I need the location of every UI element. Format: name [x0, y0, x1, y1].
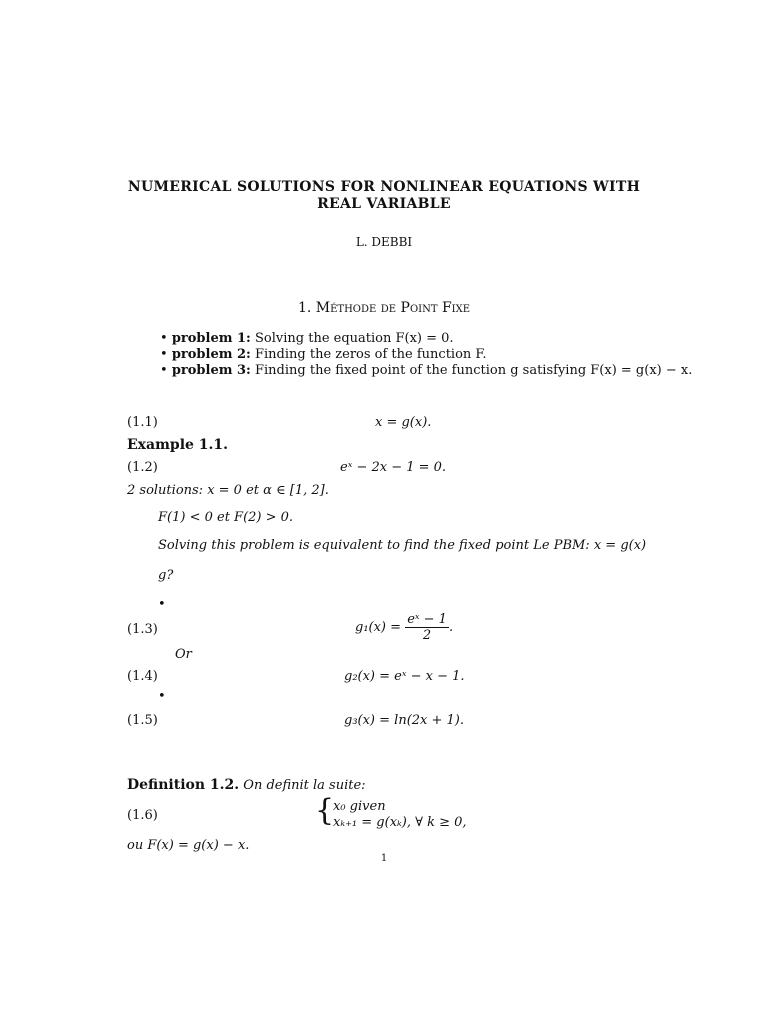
equation-number-1-6: (1.6) [127, 808, 158, 823]
problem-text: Finding the zeros of the function F. [255, 347, 487, 362]
example-equivalence: Solving this problem is equivalent to find the fixed point Le PBM: x = g(x) [158, 538, 647, 553]
section-heading [0, 300, 768, 316]
example-condition: F(1) < 0 et F(2) > 0. [158, 510, 294, 525]
problem-item-1 [160, 331, 454, 346]
fraction [405, 612, 449, 643]
paper-title-line-1: NUMERICAL SOLUTIONS FOR NONLINEAR EQUATIONS WITH [127, 179, 641, 195]
definition-text: On definit la suite: [243, 778, 366, 793]
equation-number-1-4: (1.4) [127, 669, 158, 684]
definition [127, 777, 366, 793]
definition-footer: ou F(x) = g(x) − x. [127, 838, 250, 853]
problem-item-2 [160, 347, 487, 362]
equation-1-3-tail: . [448, 620, 454, 635]
equation-1-4: g₂(x) = eˣ − x − 1. [344, 669, 465, 684]
page-number: 1 [380, 853, 388, 864]
bullet-icon: • [158, 597, 166, 612]
equation-1-5: g₃(x) = ln(2x + 1). [344, 713, 465, 728]
system-line-1: x₀ given [333, 799, 386, 814]
equation-1-3 [355, 612, 453, 643]
equation-number-1-2: (1.2) [127, 460, 158, 475]
problem-label: problem 1: [171, 331, 251, 346]
problem-label: problem 3: [171, 363, 251, 378]
equation-number-1-3: (1.3) [127, 622, 158, 637]
example-label: Example 1.1. [127, 437, 229, 453]
equation-1-3-lhs: g₁(x) = [355, 620, 402, 635]
fraction-numerator: eˣ − 1 [407, 612, 447, 627]
or-text: Or [175, 647, 192, 662]
problem-label: problem 2: [171, 347, 251, 362]
equation-number-1-1: (1.1) [127, 415, 158, 430]
equation-number-1-5: (1.5) [127, 713, 158, 728]
bullet-icon: • [160, 331, 168, 346]
problem-item-3 [160, 363, 692, 378]
definition-label: Definition 1.2. [127, 777, 240, 793]
bullet-icon: • [160, 347, 168, 362]
problem-text: Finding the fixed point of the function g satisfying F(x) = g(x) − x. [255, 363, 693, 378]
bullet-icon: • [160, 363, 168, 378]
example-solutions: 2 solutions: x = 0 et α ∈ [1, 2]. [127, 483, 329, 498]
equation-1-2: eˣ − 2x − 1 = 0. [340, 460, 447, 475]
bullet-icon: • [158, 689, 166, 704]
equation-1-1: x = g(x). [375, 415, 432, 430]
author: L. DEBBI [355, 235, 413, 249]
section-title: Méthode de Point Fixe [315, 300, 471, 316]
paper-title-line-2: REAL VARIABLE [317, 196, 451, 212]
example-question: g? [158, 568, 174, 583]
left-brace-icon: { [315, 793, 335, 828]
section-number: 1. [297, 300, 312, 316]
system-line-2: xₖ₊₁ = g(xₖ), ∀ k ≥ 0, [333, 815, 467, 830]
problem-text: Solving the equation F(x) = 0. [255, 331, 454, 346]
fraction-denominator: 2 [422, 628, 432, 643]
